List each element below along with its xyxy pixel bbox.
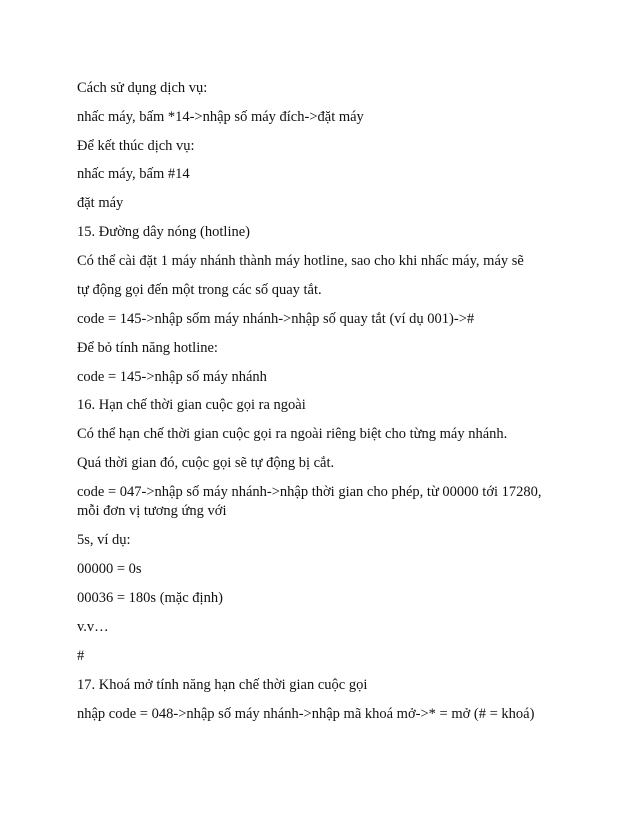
text-line: code = 047->nhập số máy nhánh->nhập thời gian cho phép, từ 00000 tới 17280, [77, 484, 542, 500]
text-line: code = 145->nhập sốm máy nhánh->nhập số quay tắt (ví dụ 001)-># [77, 311, 475, 327]
text-line: tự động gọi đến một trong các số quay tắt. [77, 282, 322, 298]
text-line: # [77, 648, 85, 664]
text-line: Quá thời gian đó, cuộc gọi sẽ tự động bị cắt. [77, 455, 335, 471]
text-line: Có thể cài đặt 1 máy nhánh thành máy hotline, sao cho khi nhấc máy, máy sẽ [77, 253, 524, 269]
text-line: 5s, ví dụ: [77, 532, 131, 548]
text-line: v.v… [77, 619, 109, 635]
text-line: Để bỏ tính năng hotline: [77, 340, 218, 356]
text-line: nhập code = 048->nhập số máy nhánh->nhập mã khoá mở->* = mở (# = khoá) [77, 706, 535, 722]
text-line: 00036 = 180s (mặc định) [77, 590, 223, 606]
text-line: nhấc máy, bấm #14 [77, 166, 190, 182]
text-line: 00000 = 0s [77, 561, 142, 577]
text-line: Có thể hạn chế thời gian cuộc gọi ra ngoài riêng biệt cho từng máy nhánh. [77, 426, 508, 442]
text-line: đặt máy [77, 195, 124, 211]
text-line: nhấc máy, bấm *14->nhập số máy đích->đặt máy [77, 109, 364, 125]
section-heading: 16. Hạn chế thời gian cuộc gọi ra ngoài [77, 397, 306, 413]
text-line: code = 145->nhập số máy nhánh [77, 369, 267, 385]
text-line: mỗi đơn vị tương ứng với [77, 503, 227, 519]
section-heading: 17. Khoá mở tính năng hạn chế thời gian cuộc gọi [77, 677, 368, 693]
text-line: Cách sử dụng dịch vụ: [77, 80, 208, 96]
text-line: Để kết thúc dịch vụ: [77, 138, 195, 154]
section-heading: 15. Đường dây nóng (hotline) [77, 224, 250, 240]
